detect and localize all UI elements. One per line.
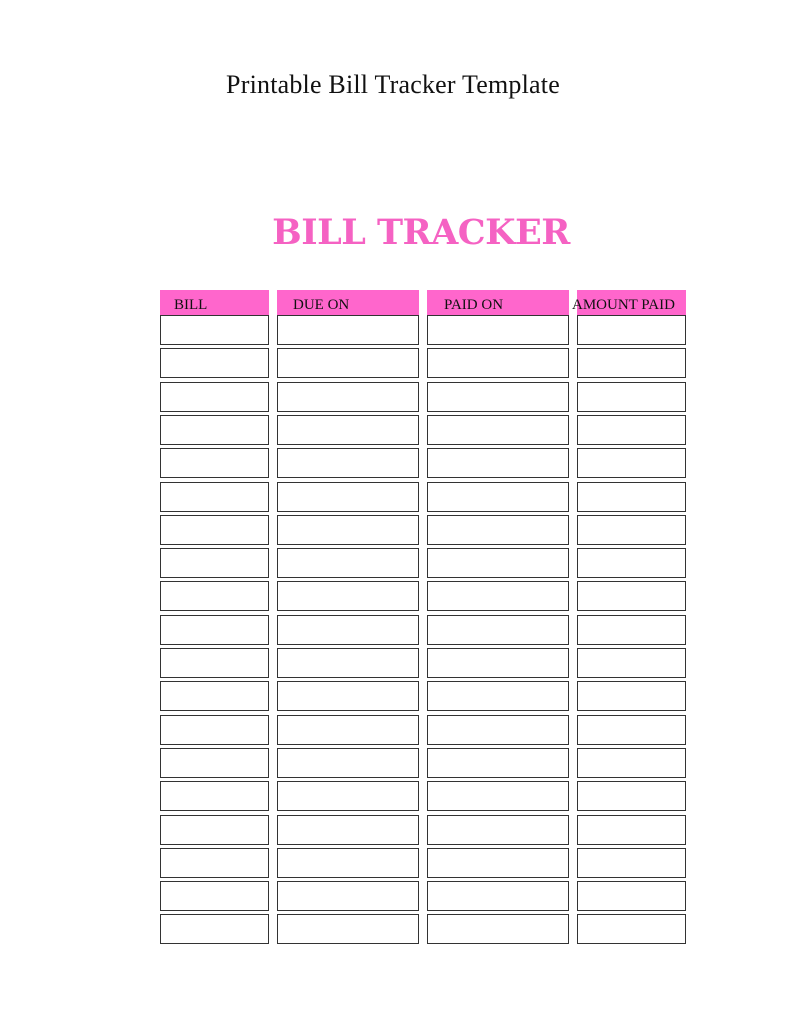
- table-cell-bill[interactable]: [160, 681, 269, 711]
- table-cell-bill[interactable]: [160, 482, 269, 512]
- table-cell-paid-on[interactable]: [427, 348, 569, 378]
- table-cell-paid-on[interactable]: [427, 515, 569, 545]
- table-cell-amount-paid[interactable]: [577, 815, 686, 845]
- table-cell-paid-on[interactable]: [427, 581, 569, 611]
- table-cell-bill[interactable]: [160, 315, 269, 345]
- table-cell-due-on[interactable]: [277, 615, 419, 645]
- table-cell-due-on[interactable]: [277, 415, 419, 445]
- table-cell-amount-paid[interactable]: [577, 715, 686, 745]
- table-cell-paid-on[interactable]: [427, 781, 569, 811]
- table-cell-amount-paid[interactable]: [577, 382, 686, 412]
- table-cell-due-on[interactable]: [277, 781, 419, 811]
- table-cell-bill[interactable]: [160, 815, 269, 845]
- column-header-label: DUE ON: [293, 297, 350, 313]
- table-cell-due-on[interactable]: [277, 548, 419, 578]
- table-cell-paid-on[interactable]: [427, 848, 569, 878]
- table-cell-paid-on[interactable]: [427, 748, 569, 778]
- table-cell-due-on[interactable]: [277, 681, 419, 711]
- table-cell-due-on[interactable]: [277, 815, 419, 845]
- table-cell-bill[interactable]: [160, 648, 269, 678]
- table-cell-paid-on[interactable]: [427, 415, 569, 445]
- table-cell-due-on[interactable]: [277, 315, 419, 345]
- table-cell-amount-paid[interactable]: [577, 648, 686, 678]
- table-cell-amount-paid[interactable]: [577, 515, 686, 545]
- table-cell-due-on[interactable]: [277, 881, 419, 911]
- table-cell-amount-paid[interactable]: [577, 881, 686, 911]
- table-cell-due-on[interactable]: [277, 715, 419, 745]
- table-cell-paid-on[interactable]: [427, 382, 569, 412]
- table-cell-paid-on[interactable]: [427, 914, 569, 944]
- table-cell-bill[interactable]: [160, 914, 269, 944]
- table-cell-amount-paid[interactable]: [577, 315, 686, 345]
- table-cell-paid-on[interactable]: [427, 615, 569, 645]
- table-cell-paid-on[interactable]: [427, 715, 569, 745]
- table-cell-amount-paid[interactable]: [577, 448, 686, 478]
- table-cell-amount-paid[interactable]: [577, 482, 686, 512]
- table-cell-due-on[interactable]: [277, 581, 419, 611]
- table-cell-paid-on[interactable]: [427, 681, 569, 711]
- page-title: Printable Bill Tracker Template: [226, 70, 560, 99]
- table-cell-due-on[interactable]: [277, 382, 419, 412]
- table-cell-bill[interactable]: [160, 715, 269, 745]
- table-cell-due-on[interactable]: [277, 848, 419, 878]
- table-cell-paid-on[interactable]: [427, 315, 569, 345]
- table-cell-paid-on[interactable]: [427, 881, 569, 911]
- table-cell-bill[interactable]: [160, 781, 269, 811]
- table-cell-bill[interactable]: [160, 448, 269, 478]
- table-cell-due-on[interactable]: [277, 515, 419, 545]
- table-cell-bill[interactable]: [160, 881, 269, 911]
- table-cell-amount-paid[interactable]: [577, 548, 686, 578]
- table-cell-bill[interactable]: [160, 415, 269, 445]
- table-cell-due-on[interactable]: [277, 348, 419, 378]
- column-header-label: PAID ON: [444, 297, 504, 313]
- table-cell-paid-on[interactable]: [427, 482, 569, 512]
- table-cell-amount-paid[interactable]: [577, 748, 686, 778]
- column-header-label: BILL: [174, 297, 208, 313]
- table-cell-amount-paid[interactable]: [577, 781, 686, 811]
- table-cell-paid-on[interactable]: [427, 815, 569, 845]
- table-cell-due-on[interactable]: [277, 448, 419, 478]
- table-cell-bill[interactable]: [160, 581, 269, 611]
- table-cell-amount-paid[interactable]: [577, 415, 686, 445]
- table-cell-bill[interactable]: [160, 515, 269, 545]
- tracker-heading: BILL TRACKER: [272, 212, 570, 253]
- table-cell-due-on[interactable]: [277, 748, 419, 778]
- table-cell-due-on[interactable]: [277, 482, 419, 512]
- table-cell-due-on[interactable]: [277, 914, 419, 944]
- table-cell-bill[interactable]: [160, 748, 269, 778]
- table-cell-amount-paid[interactable]: [577, 348, 686, 378]
- table-cell-bill[interactable]: [160, 848, 269, 878]
- table-cell-paid-on[interactable]: [427, 448, 569, 478]
- table-cell-amount-paid[interactable]: [577, 581, 686, 611]
- table-cell-paid-on[interactable]: [427, 648, 569, 678]
- table-cell-amount-paid[interactable]: [577, 848, 686, 878]
- table-cell-bill[interactable]: [160, 548, 269, 578]
- table-cell-paid-on[interactable]: [427, 548, 569, 578]
- column-header-label: AMOUNT PAID: [572, 297, 675, 313]
- table-cell-amount-paid[interactable]: [577, 914, 686, 944]
- table-cell-bill[interactable]: [160, 615, 269, 645]
- table-cell-bill[interactable]: [160, 348, 269, 378]
- table-cell-bill[interactable]: [160, 382, 269, 412]
- table-cell-amount-paid[interactable]: [577, 615, 686, 645]
- table-cell-due-on[interactable]: [277, 648, 419, 678]
- table-cell-amount-paid[interactable]: [577, 681, 686, 711]
